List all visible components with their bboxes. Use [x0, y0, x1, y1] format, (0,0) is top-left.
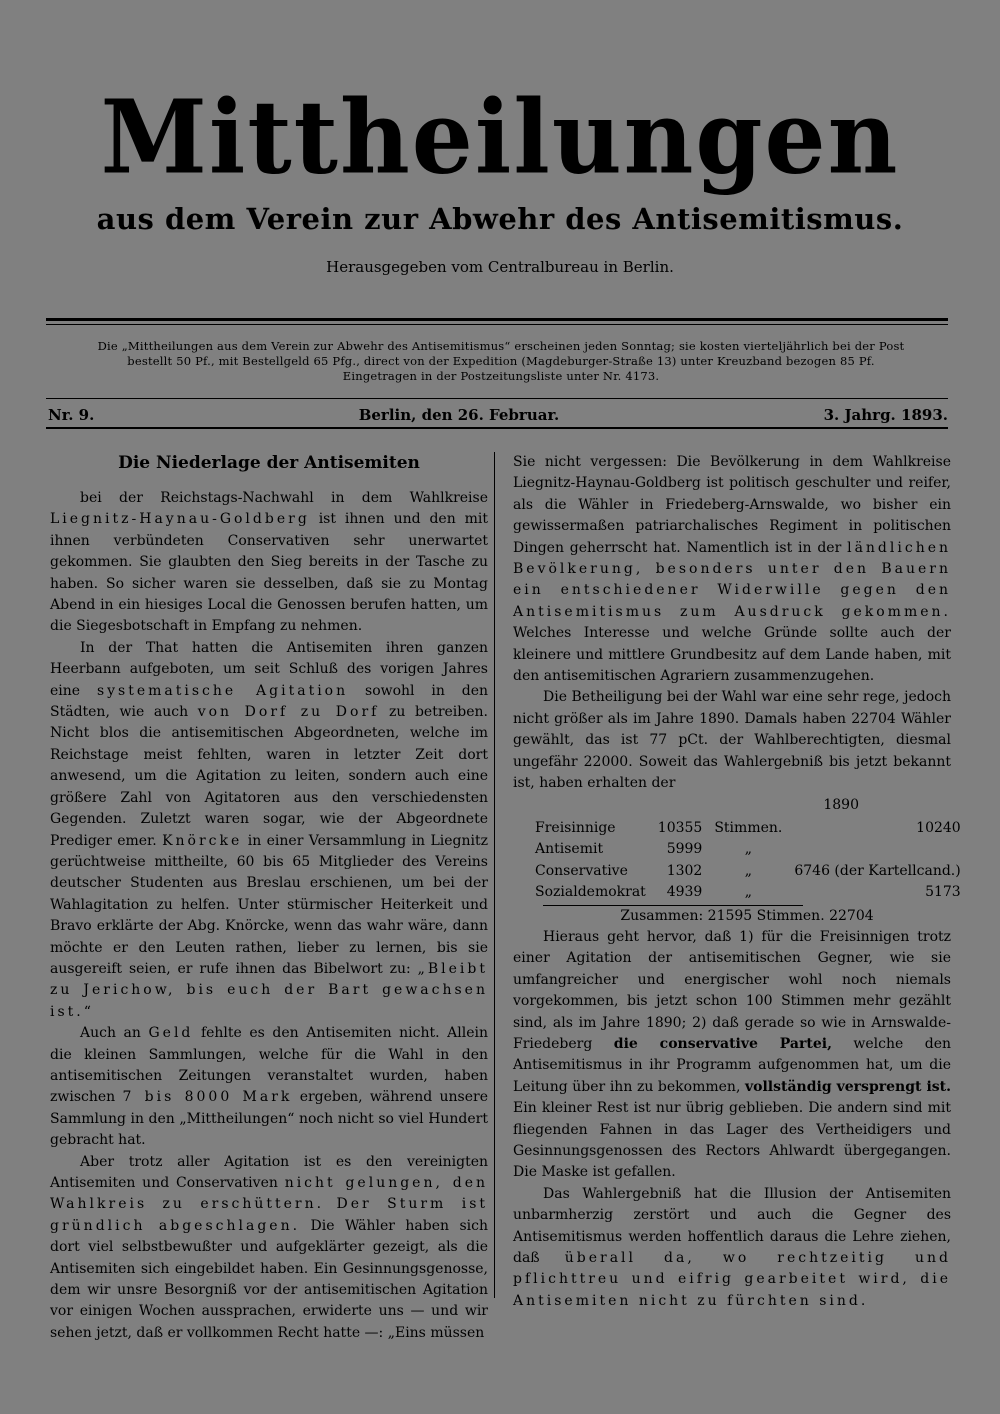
unit-cell: „ — [744, 884, 752, 901]
spaced-text: Liegnitz-Haynau-Goldberg — [50, 511, 310, 528]
spaced-text: von Dorf zu Dorf — [197, 704, 380, 721]
issue-rule-top — [46, 398, 948, 399]
party-cell: Sozialdemokrat — [535, 884, 646, 901]
article-paragraph — [50, 488, 488, 638]
spaced-text: Geld — [148, 1025, 194, 1042]
spaced-text: 7 bis 8000 Mark — [122, 1089, 293, 1106]
text-run: sowohl in den Städten, wie auch — [50, 682, 489, 721]
votes-cell: 1302 — [666, 862, 703, 879]
article-paragraph — [513, 1184, 951, 1312]
spaced-text: überall da, wo rechtzeitig und pflichttreu und eifrig gearbeitet wird, die Antisemiten nicht zu fürchten sind. — [513, 1250, 952, 1309]
votes-cell: 4939 — [666, 884, 703, 901]
results-year-header: 1890 — [823, 796, 859, 813]
bold-text: die conservative Partei, — [613, 1035, 832, 1052]
party-cell: Antisemit — [535, 841, 604, 858]
text-run: ist ihnen und den mit ihnen verbündeten Conservativen sehr unerwartet gekommen. Sie glaubten den Sieg bereits in der Tasche zu haben. So sicher waren sie desselben, daß sie zu Montag Abend in ein hiesiges Local die Genossen berufen hatten, um die Siegesbotschaft in Empfang zu nehmen. — [50, 511, 489, 635]
issue-place-date: Berlin, den 26. Februar. — [358, 406, 560, 424]
table-row — [529, 882, 967, 903]
article-column-left — [50, 452, 488, 1344]
party-cell: Conservative — [535, 862, 628, 879]
text-run: Sie nicht vergessen: Die Bevölkerung in dem Wahlkreise Liegnitz-Haynau-Goldberg ist politisch geschulter und reifer, als die Wähler in Friedeberg-Arnswalde, wo bisher ein gewissermaßen patriarchalisches Regiment in politischen Dingen geherrscht hat. Namentlich ist in der — [513, 454, 951, 556]
spaced-text: Der Sturm ist gründlich abgeschlagen. — [50, 1196, 489, 1234]
unit-cell: „ — [744, 841, 752, 858]
total-unit: Stimmen. — [756, 907, 825, 924]
party-cell: Freisinnige — [535, 819, 616, 836]
top-rule-thin — [46, 324, 948, 325]
text-run: Auch an — [80, 1025, 141, 1042]
subscription-notice: Die „Mittheilungen aus dem Verein zur Abwehr des Antisemitismus“ erscheinen jeden Sonntag; sie kosten vierteljährlich bei der Post bestellt 50 Pf., mit Bestellgeld 65 Pfg., direct von der Expedition (Magdeburger-Straße 13) unter Kreuzband bezogen 85 Pf. Eingetragen in der Postzeitungsliste unter Nr. 4173. — [97, 339, 905, 383]
unit-cell: „ — [744, 862, 752, 879]
spaced-text: ländlichen Bevölkerung, besonders unter den Bauern ein entschiedener Widerwille gegen den Antisemitismus zum Ausdruck gekommen. — [513, 539, 952, 620]
unit-cell: Stimmen. — [714, 819, 783, 836]
spaced-text: nicht gelungen, den Wahlkreis zu erschüttern. — [50, 1175, 489, 1213]
spaced-text: Knörcke — [162, 832, 243, 849]
text-run: Hieraus geht hervor, daß 1) für die Freisinnigen trotz einer Agitation der antisemitischen Gegner, wie sie umfangreicher und energischer wohl noch niemals vorgekommen, bis jetzt schon 100 Stimmen mehr gezählt sind, als im Jahre 1890; 2) daß gerade so wie in Arnswalde-Friedeberg — [513, 928, 951, 1052]
issue-number: Nr. 9. — [48, 406, 95, 424]
article-paragraph — [513, 452, 951, 687]
text-run: ergeben, während unsere Sammlung in den „Mittheilungen“ noch nicht so viel Hundert gebracht hat. — [50, 1089, 488, 1149]
article-paragraph — [513, 927, 951, 1184]
total-label: Zusammen: — [620, 907, 704, 924]
table-row — [529, 861, 967, 882]
total-votes: 21595 — [707, 907, 753, 924]
votes-cell: 5999 — [666, 841, 703, 858]
spaced-text: „Bleibt zu Jerichow, bis euch der Bart gewachsen ist.“ — [50, 960, 488, 1020]
prev-votes-cell: 5173 — [925, 884, 961, 901]
text-run: Welches Interesse und welche Gründe sollte auch der kleinere und mittlere Grundbesitz auf dem Lande haben, mit den antisemitischen Agrariern zusammenzugehen. — [513, 625, 951, 685]
prev-votes-cell — [788, 839, 966, 860]
results-total — [543, 906, 951, 927]
total-prev-votes: 22704 — [829, 907, 874, 924]
publisher-line: Herausgegeben vom Centralbureau in Berlin. — [326, 258, 674, 276]
issue-volume-year: 3. Jahrg. 1893. — [823, 406, 948, 424]
votes-cell: 10355 — [657, 819, 703, 836]
text-run: Aber trotz aller Agitation ist es den vereinigten Antisemiten und Conservativen — [50, 1153, 488, 1191]
text-run: Die Wähler haben sich dort viel selbstbewußter und aufgeklärter gezeigt, als die Antisemiten sich eingebildet haben. Ein Gesinnungsgenosse, dem wir unsre Besorgniß vor der antisemitischen Agitation vor einigen Wochen aussprachen, erwiderte uns — und wir sehen jetzt, daß er vollkommen Recht hatte —: „Eins müssen — [50, 1217, 488, 1341]
article-paragraph — [50, 1023, 488, 1151]
text-run: in einer Versammlung in Liegnitz gerüchtweise mittheilte, 60 bis 65 Mitglieder des Vereins deutscher Studenten aus Breslau erschienen, um bei der Wahlagitation zu helfen. Unter stürmischer Heiterkeit und Bravo erklärte der Abg. Knörcke, wenn das wahr wäre, dann möchte er den Leuten rathen, lieber zu lernen, bis sie ausgereift seien, er rufe ihnen das Bibelwort zu: — [50, 832, 489, 977]
article-paragraph — [50, 1152, 488, 1345]
prev-votes-cell: 10240 — [916, 819, 961, 836]
newspaper-title: Mittheilungen — [100, 78, 900, 197]
article-headline: Die Niederlage der Antisemiten — [118, 453, 420, 473]
bold-text: vollständig versprengt ist. — [745, 1078, 952, 1095]
table-row — [529, 839, 967, 860]
prev-votes-cell: 6746 (der Kartellcand.) — [794, 862, 961, 879]
text-run: In der That hatten die Antisemiten ihren ganzen Heerbann aufgeboten, um seit Schluß des vorigen Jahres eine — [50, 639, 488, 699]
text-run: Das Wahlergebniß hat die Illusion der Antisemiten unbarmherzig zerstört und auch die Gegner des Antisemitismus werden hoffentlich daraus die Lehre ziehen, daß — [513, 1185, 951, 1267]
newspaper-subtitle: aus dem Verein zur Abwehr des Antisemitismus. — [96, 202, 904, 236]
table-row — [529, 818, 967, 839]
article-paragraph: Die Betheiligung bei der Wahl war eine sehr rege, jedoch nicht größer als im Jahre 1890. Damals haben 22704 Wähler gewählt, das ist 77 pCt. der Wahlberechtigten, diesmal ungefähr 22000. Soweit das Wahlergebniß bis jetzt bekannt ist, haben erhalten der — [513, 689, 951, 792]
column-separator — [494, 452, 495, 1298]
top-rule-thick — [46, 318, 948, 321]
masthead — [0, 78, 1000, 276]
issue-line — [48, 406, 948, 424]
text-run: Ein kleiner Rest ist nur übrig geblieben. Die andern sind mit fliegenden Fahnen in das Lager des Vertheidigers und Gesinnungsgenossen des Rectors Ahlwardt übergegangen. Die Maske ist gefallen. — [513, 1100, 951, 1181]
article-column-right — [513, 452, 961, 1312]
election-results-table — [529, 818, 967, 904]
text-run: bei der Reichstags-Nachwahl in dem Wahlkreise — [80, 490, 488, 506]
spaced-text: systematische Agitation — [96, 682, 349, 699]
text-run: welche den Antisemitismus in ihr Programm aufgenommen hat, um die Leitung über ihn zu bekommen, — [513, 1035, 952, 1095]
issue-rule-bottom — [46, 427, 948, 429]
text-run: zu betreiben. Nicht blos die antisemitischen Abgeordneten, welche im Reichstage meist fehlten, waren in letzter Zeit dort anwesend, um die Agitation zu leiten, sondern auch eine größere Zahl von Agitatoren aus den verschiedensten Gegenden. Zuletzt waren sogar, wie der Abgeordnete Prediger emer. — [50, 704, 488, 849]
text-run: fehlte es den Antisemiten nicht. Allein die kleinen Sammlungen, welche für die Wahl in den antisemitischen Zeitungen veranstaltet wurden, haben zwischen — [50, 1025, 488, 1106]
article-paragraph — [50, 638, 488, 1023]
